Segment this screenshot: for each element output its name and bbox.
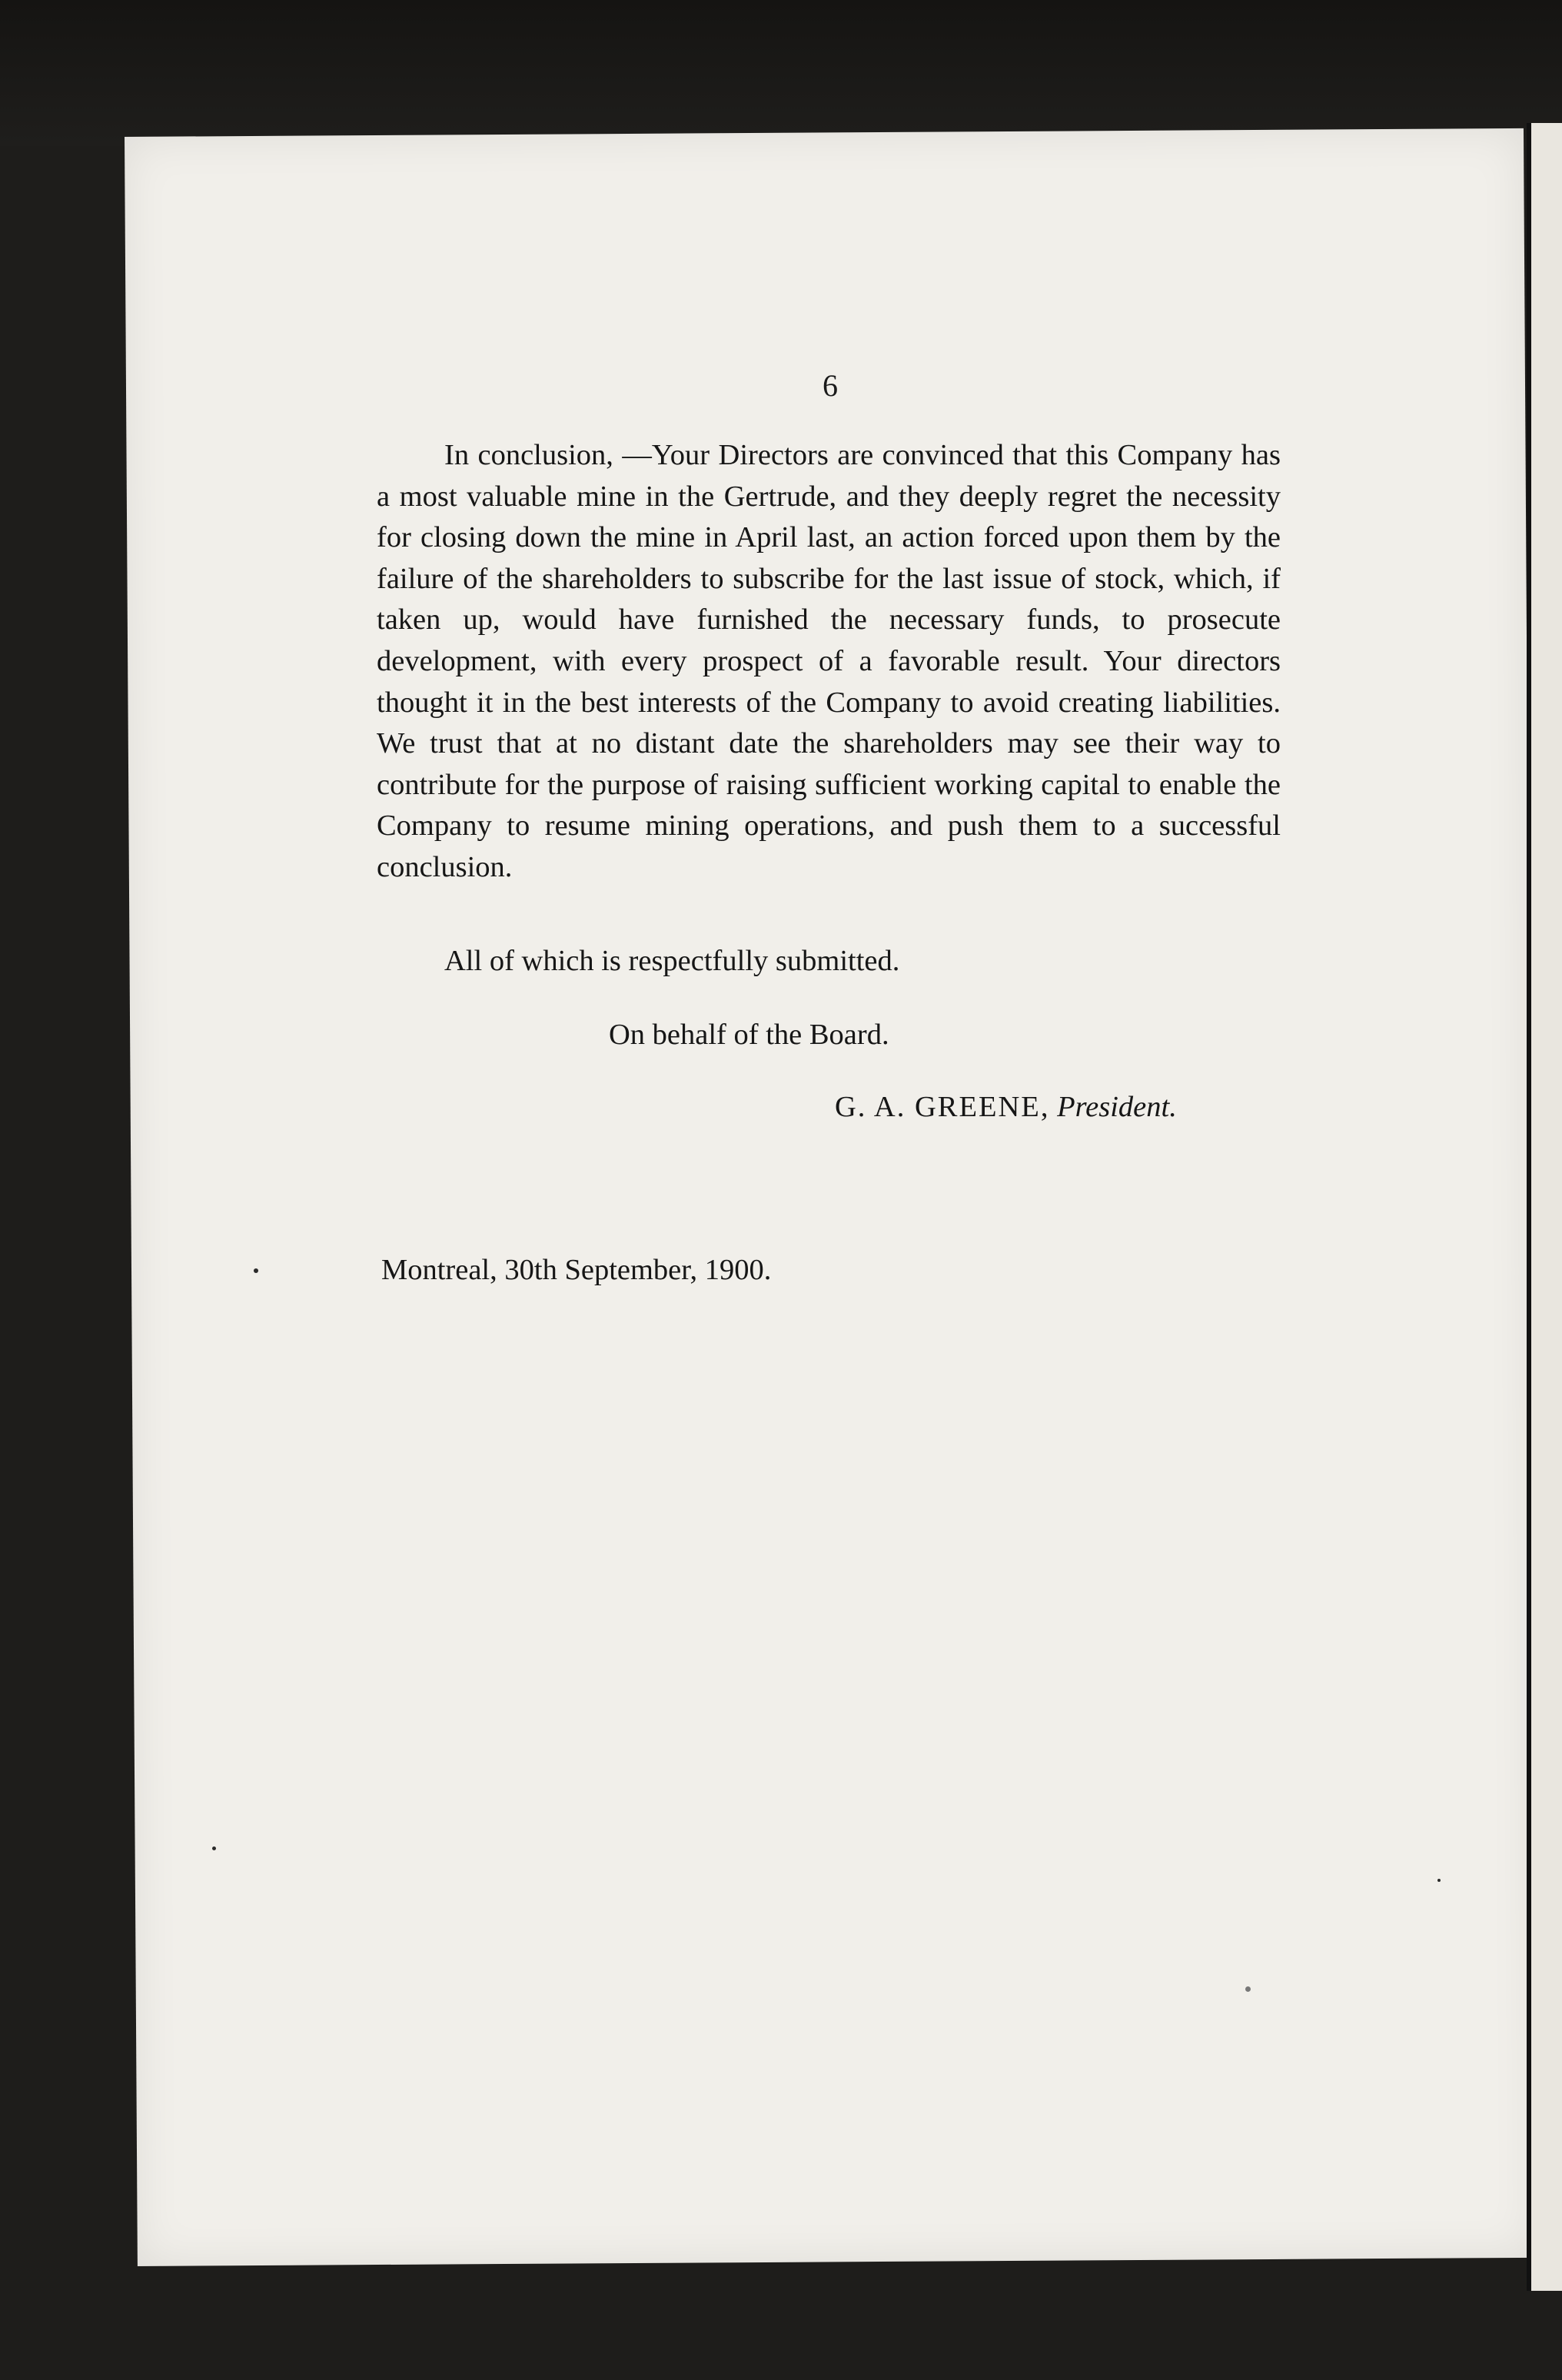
scan-background-top (0, 0, 1562, 146)
on-behalf-line: On behalf of the Board. (609, 1019, 889, 1051)
adjacent-page-edge (1531, 123, 1562, 2291)
body-paragraph-container (377, 435, 1281, 889)
dateline: Montreal, 30th September, 1900. (381, 1254, 772, 1286)
conclusion-paragraph: In conclusion, —Your Directors are convinced that this Company has a most valuable mine in the Gertrude, and they deeply regret the necessity for closing down the mine in April last, an action forced upon them by the failure of the shareholders to subscribe for the last issue of stock, which, if taken up, would have furnished the necessary funds, to prosecute development, with every prospect of a favorable result. Your directors thought it in the best interests of the Company to avoid creating liabilities. We trust that at no distant date the shareholders may see their way to contribute for the purpose of raising sufficient working capital to enable the Company to resume mining operations, and push them to a successful conclusion. (377, 439, 1281, 883)
scan-speck (212, 1846, 216, 1850)
scan-speck (1245, 1986, 1251, 1992)
scan-speck (1437, 1879, 1441, 1882)
signature-block (835, 1090, 1177, 1124)
signatory-title: President. (1057, 1091, 1177, 1123)
closing-line: All of which is respectfully submitted. (444, 945, 900, 977)
page-gutter-line (1527, 123, 1531, 2291)
page-number: 6 (823, 368, 838, 403)
signatory-name: G. A. GREENE, (835, 1091, 1050, 1123)
scan-speck (254, 1268, 258, 1273)
